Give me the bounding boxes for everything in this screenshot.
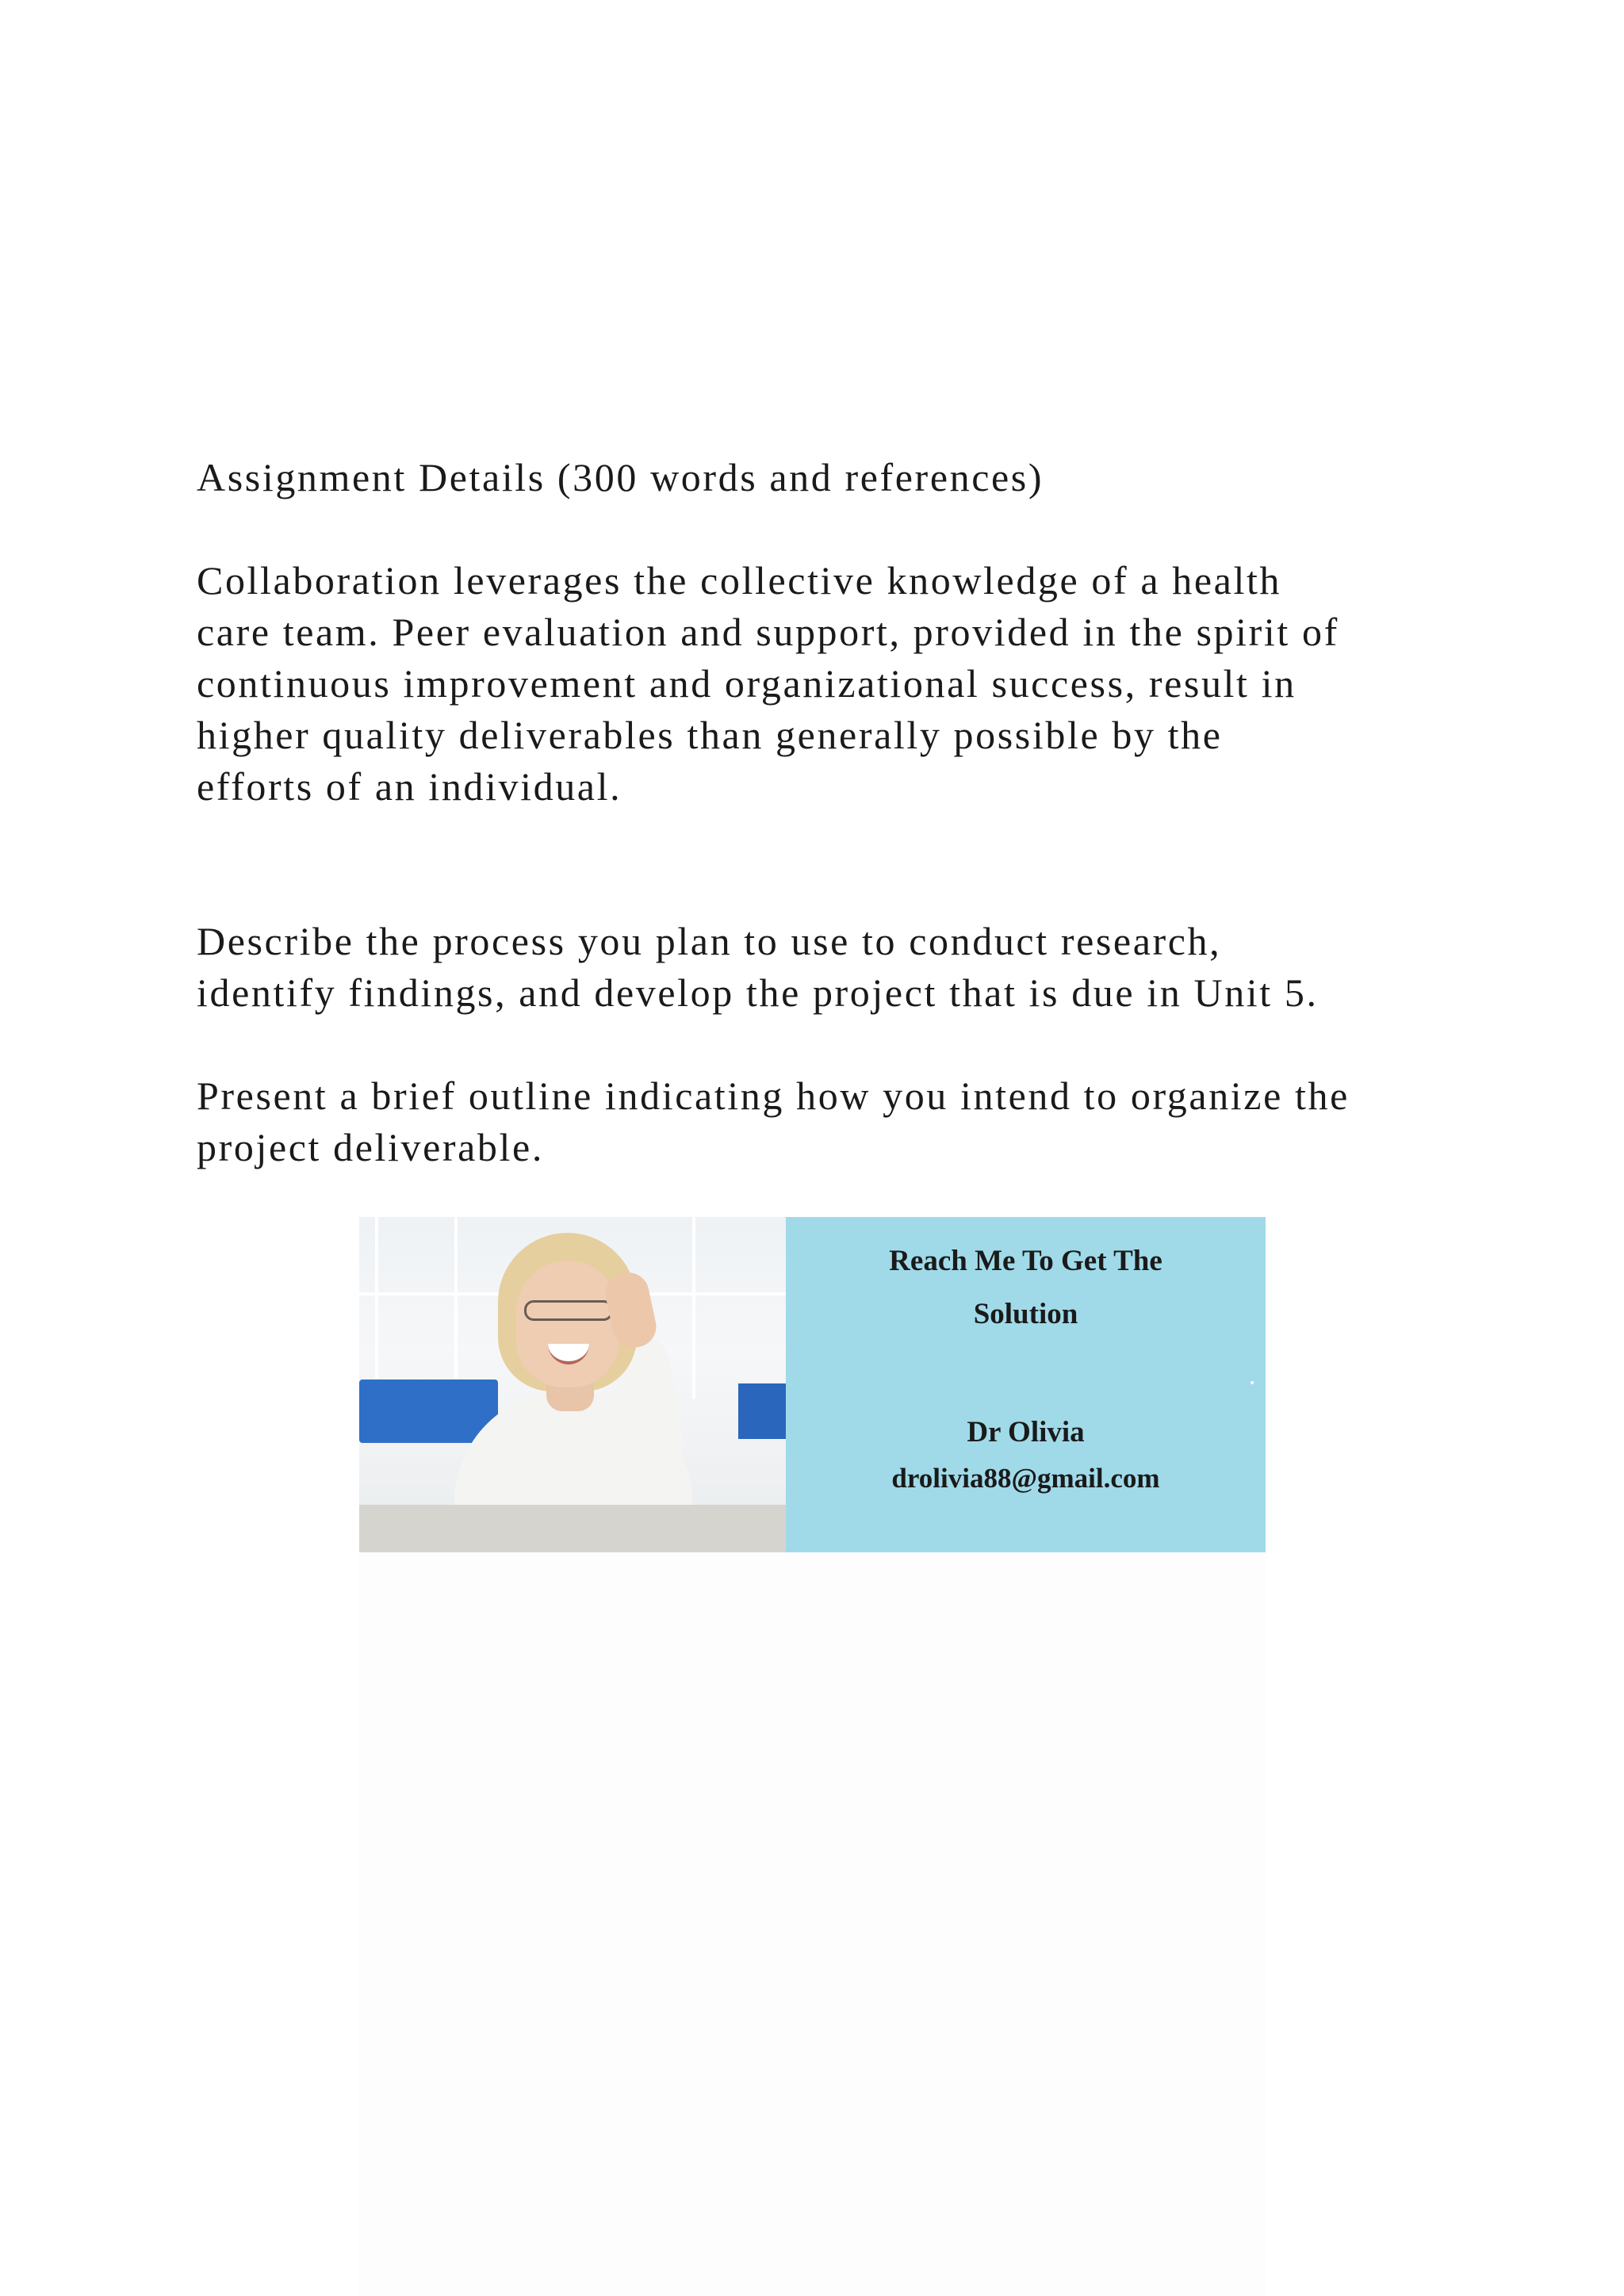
image-lower-area (359, 1552, 1266, 2296)
contact-email[interactable]: drolivia88@gmail.com (891, 1463, 1160, 1494)
paragraph-collaboration: Collaboration leverages the collective knowledge of a health care team. Peer evaluation and support, provided in the spirit of continuous improvement and organizational success, result in higher quality deliverables than generally possible by the efforts of an individual. (197, 558, 1339, 809)
banner-headline-line-1: Reach Me To Get The (889, 1245, 1162, 1277)
contact-panel (786, 1217, 1266, 1552)
paragraph-process: Describe the process you plan to use to conduct research, identify findings, and develop the project that is due in Unit 5. (197, 919, 1319, 1015)
banner-headline-line-2: Solution (973, 1298, 1078, 1330)
contact-name: Dr Olivia (967, 1416, 1085, 1448)
contact-banner (359, 1217, 1266, 1552)
paragraph-outline: Present a brief outline indicating how you intend to organize the project deliverable. (197, 1073, 1350, 1169)
assignment-text (197, 452, 1497, 1173)
woman-photo (359, 1217, 786, 1552)
assignment-heading: Assignment Details (300 words and references) (197, 455, 1044, 499)
